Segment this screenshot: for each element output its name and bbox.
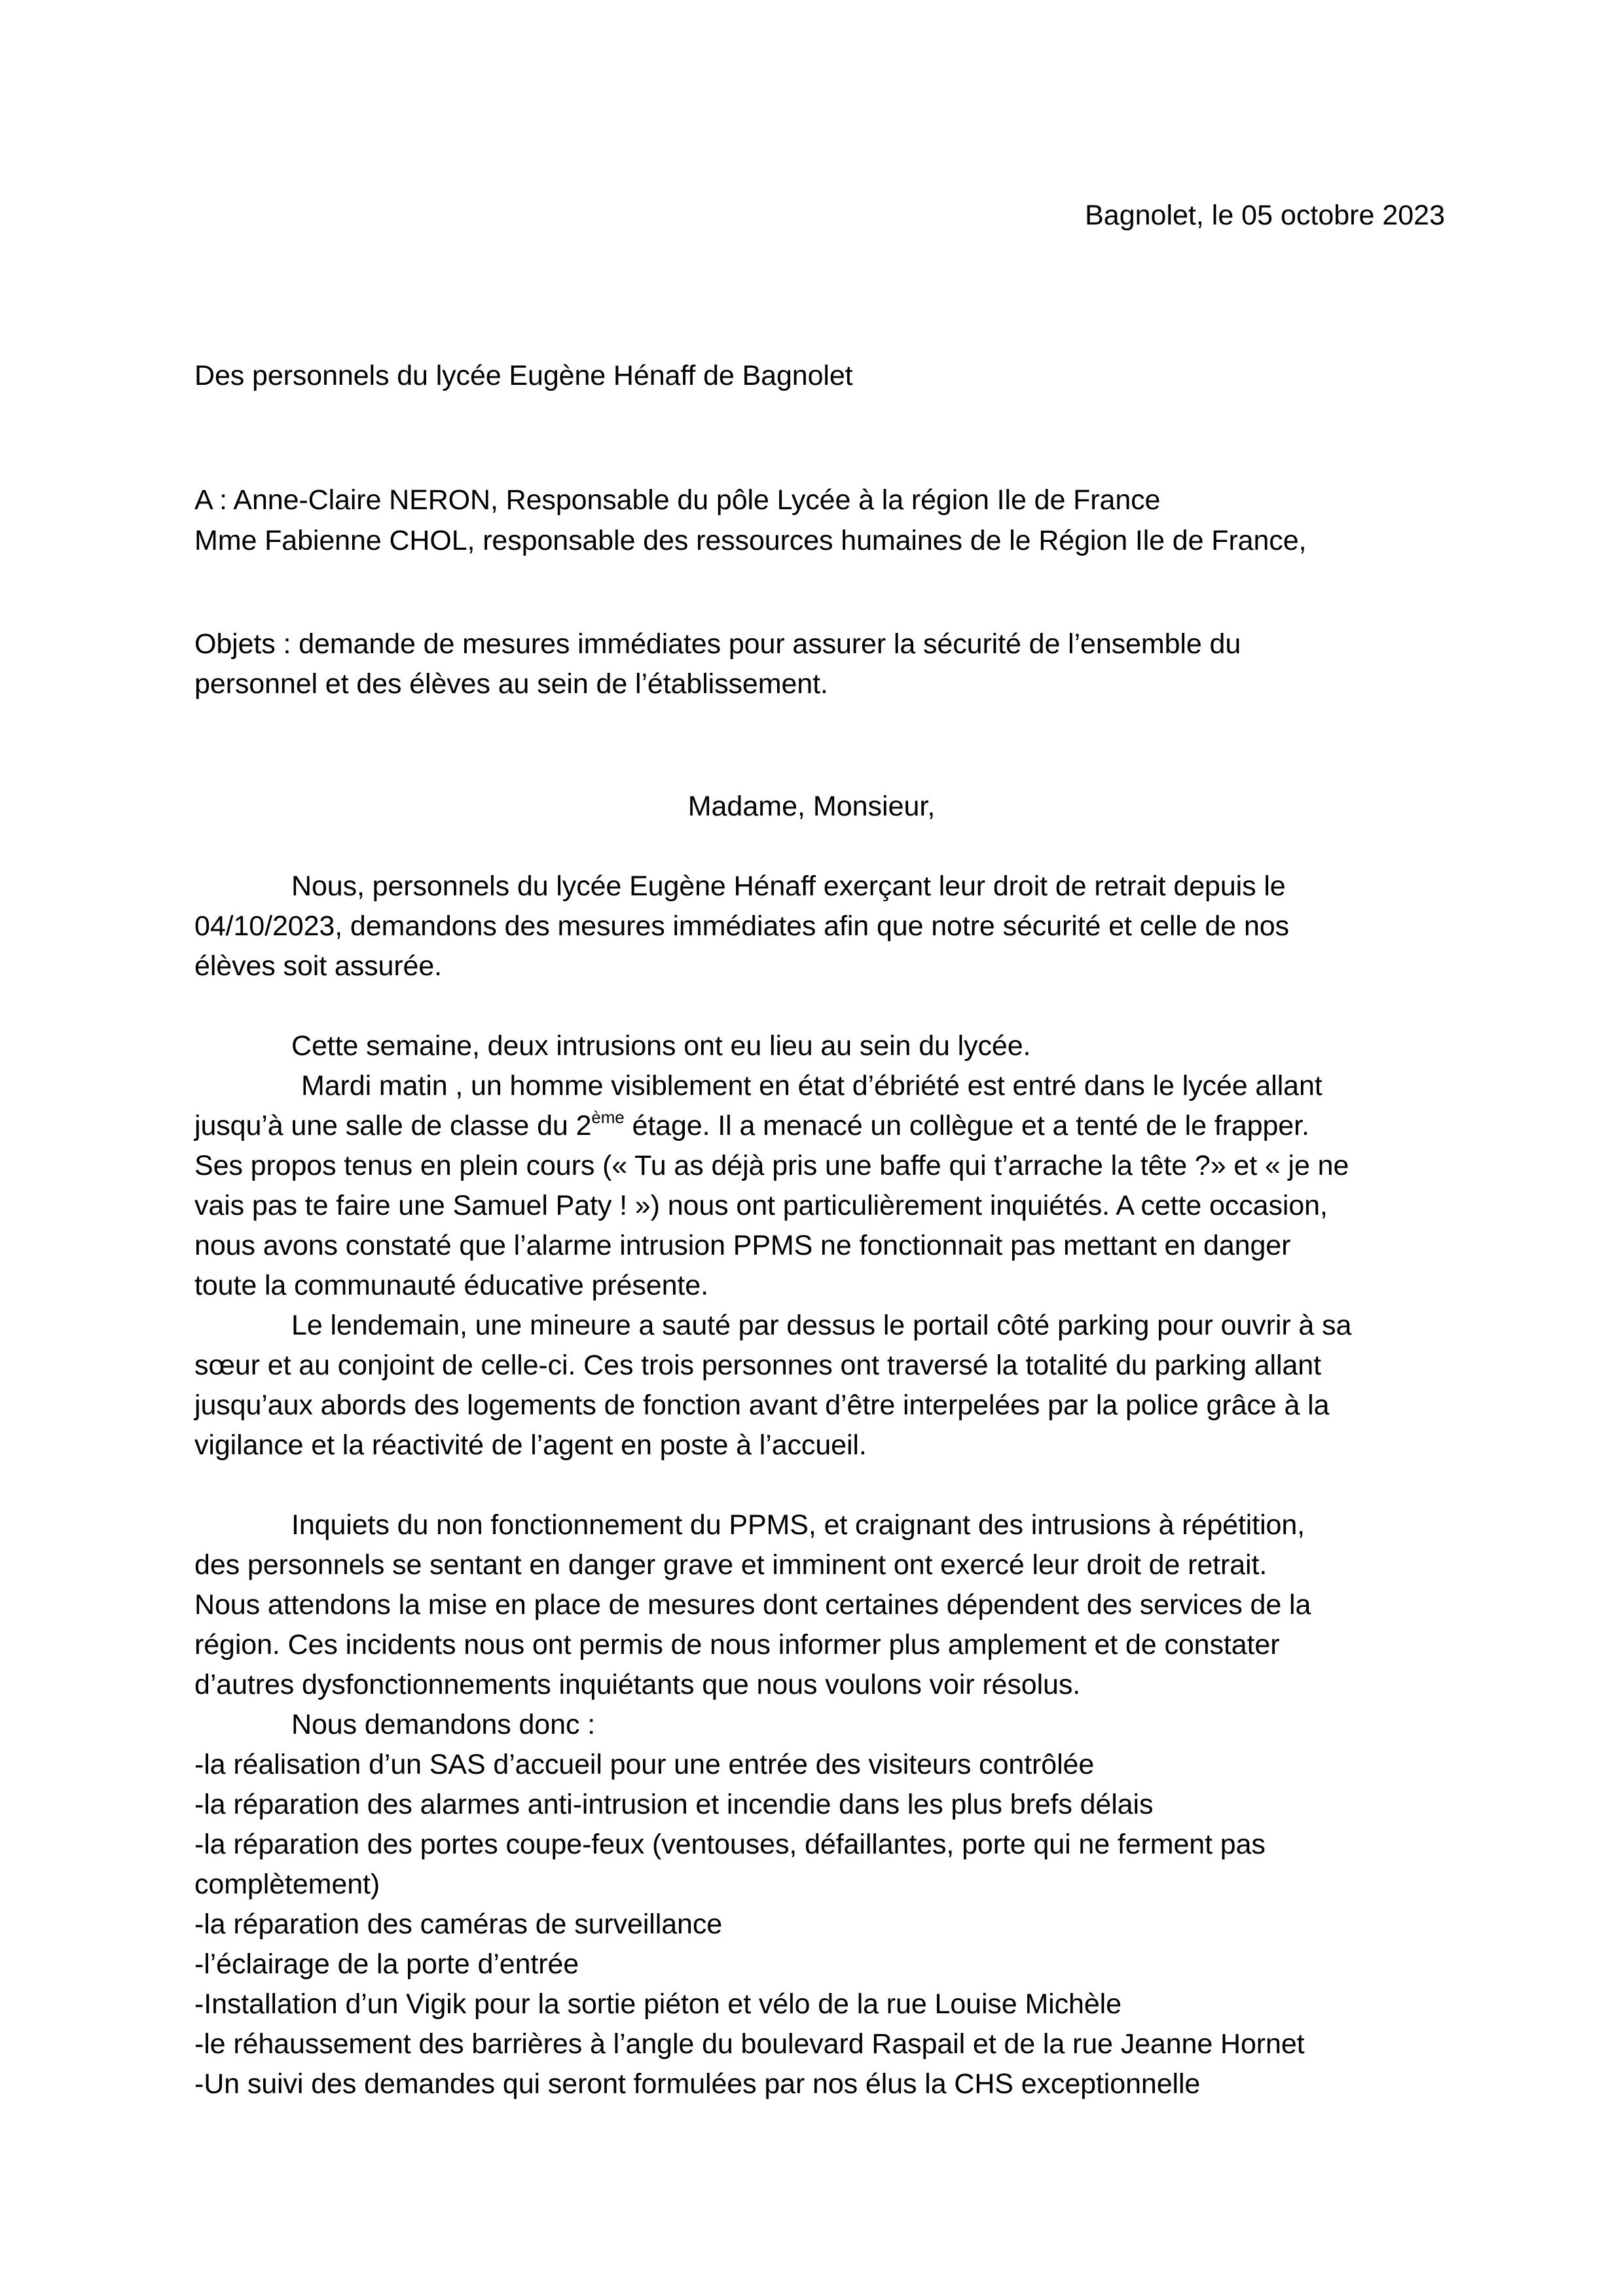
- sender-line: Des personnels du lycée Eugène Hénaff de Bagnolet: [194, 360, 853, 391]
- paragraph-4-line-1: Le lendemain, une mineure a sauté par dessus le portail côté parking pour ouvrir à sa: [291, 1310, 1352, 1341]
- paragraph-1-line-3: élèves soit assurée.: [194, 950, 443, 982]
- paragraph-2-line-1: Cette semaine, deux intrusions ont eu lieu au sein du lycée.: [291, 1030, 1031, 1062]
- paragraph-5-line-5: d’autres dysfonctionnements inquiétants que nous voulons voir résolus.: [194, 1669, 1081, 1700]
- paragraph-5-line-2: des personnels se sentant en danger grave et imminent ont exercé leur droit de retrait.: [194, 1549, 1267, 1581]
- paragraph-3-line-6: toute la communauté éducative présente.: [194, 1270, 708, 1301]
- demand-item: -le réhaussement des barrières à l’angle du boulevard Raspail et de la rue Jeanne Hornet: [194, 2028, 1305, 2060]
- paragraph-3-line-2-start: jusqu’à une salle de classe du 2: [194, 1110, 592, 1141]
- subject-line-1: Objets : demande de mesures immédiates pour assurer la sécurité de l’ensemble du: [194, 628, 1241, 660]
- demands-intro: Nous demandons donc :: [291, 1709, 596, 1740]
- paragraph-3-line-4: vais pas te faire une Samuel Paty ! ») nous ont particulièrement inquiétés. A cette occasion,: [194, 1190, 1328, 1221]
- demand-item: -la réalisation d’un SAS d’accueil pour une entrée des visiteurs contrôlée: [194, 1749, 1095, 1780]
- demand-item: -l’éclairage de la porte d’entrée: [194, 1948, 579, 1980]
- demand-item: -la réparation des caméras de surveillance: [194, 1909, 723, 1940]
- paragraph-4-line-2: sœur et au conjoint de celle-ci. Ces trois personnes ont traversé la totalité du parking allant: [194, 1350, 1321, 1381]
- salutation: Madame, Monsieur,: [687, 791, 936, 822]
- recipient-line-2: Mme Fabienne CHOL, responsable des ressources humaines de le Région Ile de France,: [194, 525, 1307, 556]
- paragraph-5-line-1: Inquiets du non fonctionnement du PPMS, et craignant des intrusions à répétition,: [291, 1509, 1305, 1541]
- letter-date: Bagnolet, le 05 octobre 2023: [1085, 200, 1445, 231]
- paragraph-3-line-3: Ses propos tenus en plein cours (« Tu as déjà pris une baffe qui t’arrache la tête ?» et « je ne: [194, 1150, 1349, 1181]
- paragraph-3-line-2-end: étage. Il a menacé un collègue et a tenté de le frapper.: [624, 1110, 1309, 1141]
- ordinal-superscript: ème: [591, 1107, 625, 1127]
- paragraph-1-line-1: Nous, personnels du lycée Eugène Hénaff exerçant leur droit de retrait depuis le: [291, 870, 1286, 902]
- paragraph-3-line-1: Mardi matin , un homme visiblement en état d’ébriété est entré dans le lycée allant: [301, 1070, 1322, 1102]
- paragraph-4-line-3: jusqu’aux abords des logements de fonction avant d’être interpelées par la police grâce à la: [194, 1390, 1330, 1421]
- demand-item: -la réparation des alarmes anti-intrusion et incendie dans les plus brefs délais: [194, 1789, 1154, 1820]
- paragraph-3-line-2: [194, 1107, 1309, 1141]
- demand-item: -Installation d’un Vigik pour la sortie piéton et vélo de la rue Louise Michèle: [194, 1988, 1122, 2020]
- paragraph-5-line-3: Nous attendons la mise en place de mesures dont certaines dépendent des services de la: [194, 1589, 1311, 1621]
- demand-item: -la réparation des portes coupe-feux (ventouses, défaillantes, porte qui ne ferment pas: [194, 1829, 1266, 1860]
- paragraph-1-line-2: 04/10/2023, demandons des mesures immédiates afin que notre sécurité et celle de nos: [194, 910, 1290, 942]
- paragraph-5-line-4: région. Ces incidents nous ont permis de nous informer plus amplement et de constater: [194, 1629, 1280, 1660]
- recipient-line-1: A : Anne-Claire NERON, Responsable du pôle Lycée à la région Ile de France: [194, 484, 1161, 516]
- demand-item: -Un suivi des demandes qui seront formulées par nos élus la CHS exceptionnelle: [194, 2068, 1201, 2100]
- subject-line-2: personnel et des élèves au sein de l’établissement.: [194, 668, 828, 700]
- paragraph-3-line-5: nous avons constaté que l’alarme intrusion PPMS ne fonctionnait pas mettant en danger: [194, 1230, 1291, 1261]
- demand-item-continuation: complètement): [194, 1869, 380, 1900]
- paragraph-4-line-4: vigilance et la réactivité de l’agent en poste à l’accueil.: [194, 1429, 867, 1461]
